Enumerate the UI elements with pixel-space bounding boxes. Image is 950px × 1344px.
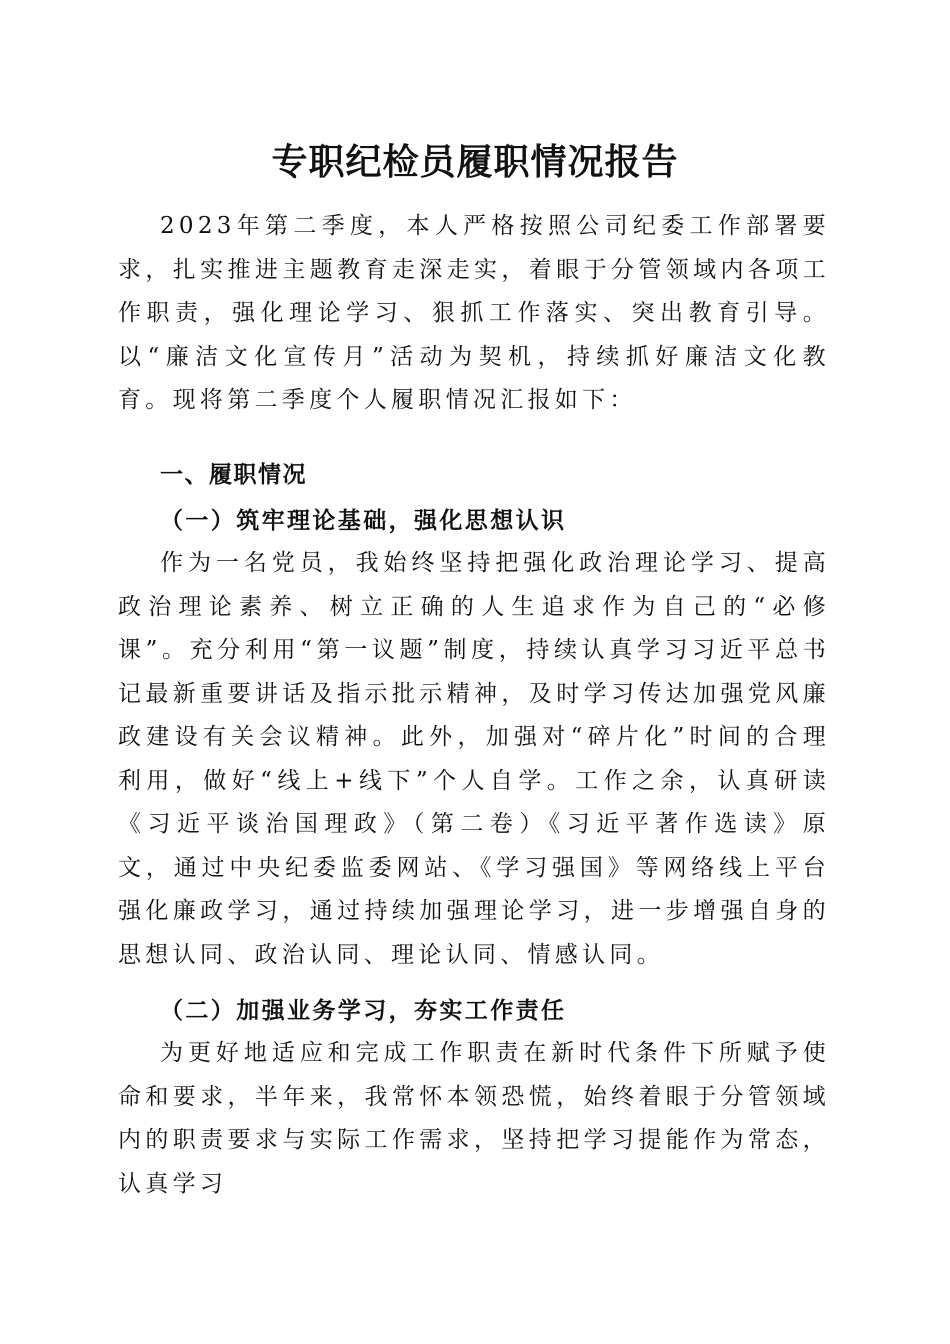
subsection-heading-business: （二）加强业务学习，夯实工作责任	[160, 997, 567, 1024]
subsection-heading-theory: （一）筑牢理论基础，强化思想认识	[160, 507, 567, 534]
business-paragraph: 为更好地适应和完成工作职责在新时代条件下所赋予使命和要求，半年来，我常怀本领恐慌，始终着眼于分管领域内的职责要求与实际工作需求，坚持把学习提能作为常态，认真学习	[118, 1040, 830, 1197]
section-heading-performance: 一、履职情况	[160, 462, 307, 488]
theory-paragraph: 作为一名党员，我始终坚持把强化政治理论学习、提高政治理论素养、树立正确的人生追求作为自己的“必修课”。充分利用“第一议题”制度，持续认真学习习近平总书记最新重要讲话及指示批示精神，及时学习传达加强党风廉政建设有关会议精神。此外，加强对“碎片化”时间的合理利用，做好“线上+线下”个人自学。工作之余，认真研读《习近平谈治国理政》（第二卷）《习近平著作选读》原文，通过中央纪委监委网站、《学习强国》等网络线上平台强化廉政学习，通过持续加强理论学习，进一步增强自身的思想认同、政治认同、理论认同、情感认同。	[118, 550, 830, 968]
intro-paragraph: 2023年第二季度，本人严格按照公司纪委工作部署要求，扎实推进主题教育走深走实，着眼于分管领域内各项工作职责，强化理论学习、狠抓工作落实、突出教育引导。以“廉洁文化宣传月”活动为契机，持续抓好廉洁文化教育。现将第二季度个人履职情况汇报如下：	[118, 213, 830, 413]
document-title: 专职纪检员履职情况报告	[271, 141, 679, 183]
